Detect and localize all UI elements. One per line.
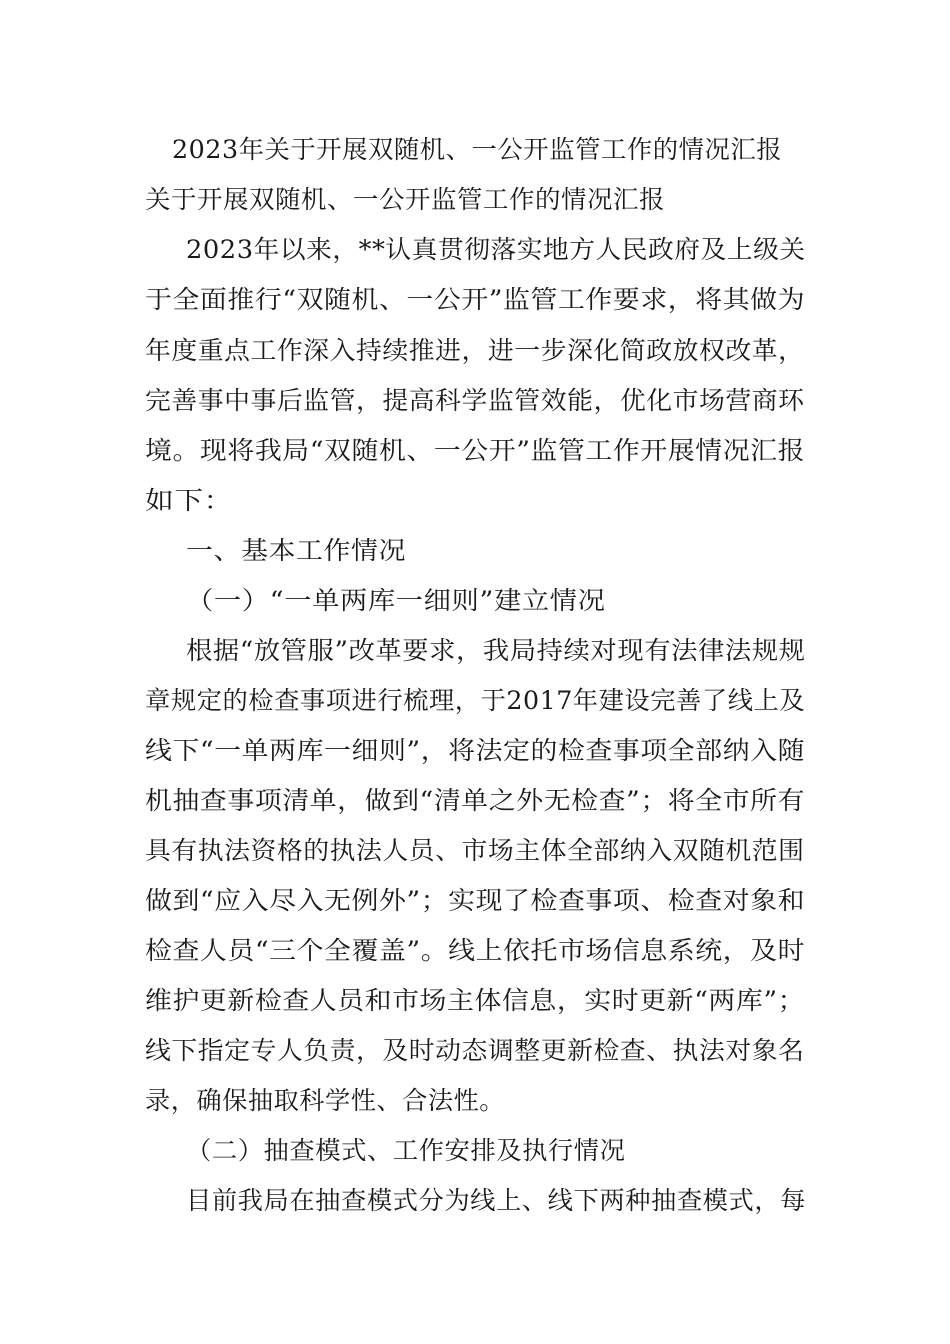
body-line: 年度重点工作深入持续推进，进一步深化简政放权改革，: [145, 336, 805, 365]
body-line: 于全面推行“双随机、一公开”监管工作要求，将其做为: [145, 285, 806, 314]
body-line: 检查人员“三个全覆盖”。线上依托市场信息系统，及时: [145, 936, 806, 965]
body-line: 根据“放管服”改革要求，我局持续对现有法律法规规: [186, 636, 806, 665]
document-title: 2023年关于开展双随机、一公开监管工作的情况汇报: [172, 135, 783, 164]
document-subtitle: 关于开展双随机、一公开监管工作的情况汇报: [145, 185, 666, 214]
subsection-heading: （二）抽查模式、工作安排及执行情况: [186, 1136, 626, 1165]
subsection-heading: （一）“一单两库一细则”建立情况: [186, 586, 606, 615]
body-line: 机抽查事项清单，做到“清单之外无检查”；将全市所有: [145, 786, 806, 815]
body-line: 具有执法资格的执法人员、市场主体全部纳入双随机范围: [145, 836, 805, 865]
body-line: 章规定的检查事项进行梳理，于2017年建设完善了线上及: [145, 686, 806, 715]
body-line: 维护更新检查人员和市场主体信息，实时更新“两库”；: [145, 986, 806, 1015]
body-line: 线下“一单两库一细则”，将法定的检查事项全部纳入随: [145, 736, 806, 765]
body-line: 录，确保抽取科学性、合法性。: [145, 1086, 506, 1115]
body-line: 目前我局在抽查模式分为线上、线下两种抽查模式，每: [186, 1186, 807, 1215]
body-line: 完善事中事后监管，提高科学监管效能，优化市场营商环: [145, 386, 805, 415]
body-line: 境。现将我局“双随机、一公开”监管工作开展情况汇报: [145, 436, 806, 465]
section-heading: 一、基本工作情况: [186, 536, 407, 565]
body-line: 线下指定专人负责，及时动态调整更新检查、执法对象名: [145, 1036, 805, 1065]
body-line: 2023年以来，**认真贯彻落实地方人民政府及上级关: [186, 235, 806, 264]
body-line: 做到“应入尽入无例外”；实现了检查事项、检查对象和: [145, 886, 806, 915]
body-line: 如下：: [145, 486, 233, 515]
